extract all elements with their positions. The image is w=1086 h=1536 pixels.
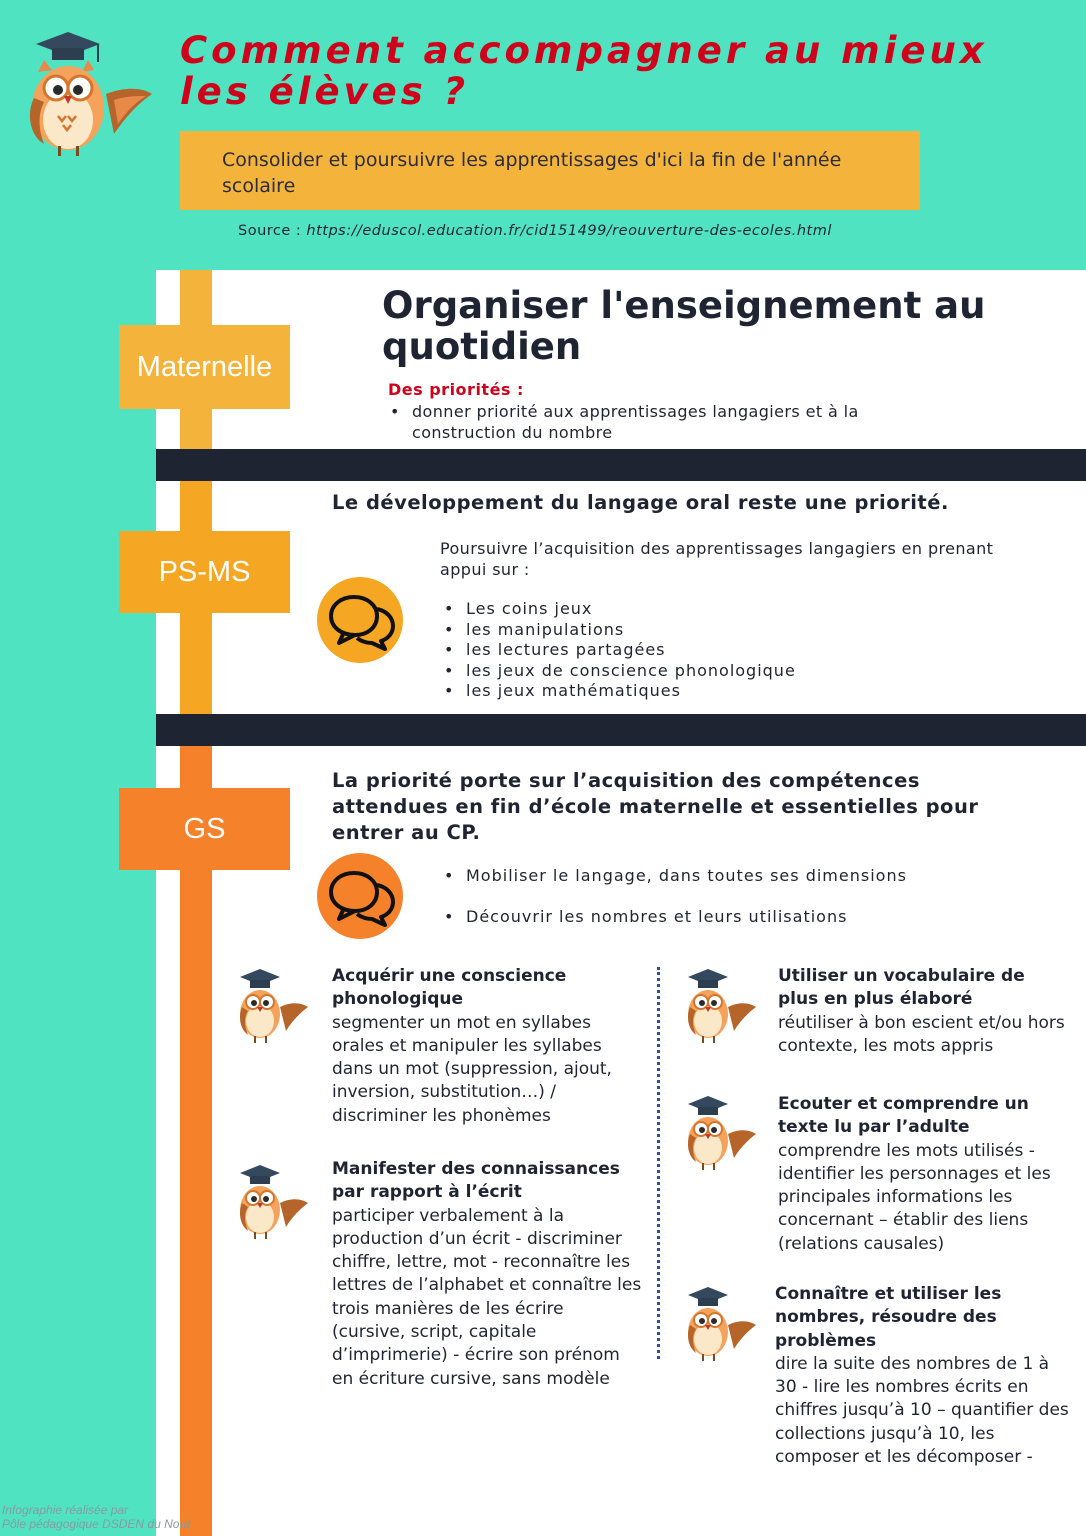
competence-block: [775, 1283, 1070, 1469]
list-item: • Les coins jeux: [442, 599, 1002, 620]
level-label-text: PS-MS: [158, 555, 251, 588]
competence-description: participer verbalement à la production d’un écrit - discriminer chiffre, lettre, mot - reconnaître les lettres de l’alphabet et connaître les trois manières de les écrire (cursive, script, capitale d’imprimerie) - écrire son prénom en écriture cursive, sans modèle: [332, 1205, 642, 1389]
competence-description: réutiliser à bon escient et/ou hors contexte, les mots appris: [778, 1012, 1065, 1056]
priorities-label: Des priorités :: [388, 380, 524, 399]
competence-title: Manifester des connaissances par rapport à l’écrit: [332, 1159, 620, 1203]
list-item: • les lectures partagées: [442, 640, 1002, 661]
owl-graduate-icon: [684, 967, 756, 1043]
gs-list: [442, 865, 1042, 947]
owl-graduate-icon: [684, 1285, 756, 1361]
competence-description: segmenter un mot en syllabes orales et manipuler les syllabes dans un mot (suppression, ajout, inversion, substitution…) / discriminer les phonèmes: [332, 1012, 612, 1126]
left-margin-background: [0, 270, 156, 1536]
competence-block: [332, 1158, 642, 1391]
psms-list: [442, 599, 1002, 702]
source-link[interactable]: https://eduscol.education.fr/cid151499/reouverture-des-ecoles.html: [306, 223, 832, 239]
credit-line: Infographie réalisée par: [2, 1503, 129, 1517]
level-label-text: GS: [183, 812, 226, 845]
competence-block: [332, 965, 642, 1128]
speech-bubbles-icon: [317, 853, 403, 939]
competence-block: [778, 965, 1068, 1058]
list-item: • Découvrir les nombres et leurs utilisations: [442, 906, 1042, 927]
list-item: • Mobiliser le langage, dans toutes ses dimensions: [442, 865, 1042, 886]
competence-description: comprendre les mots utilisés - identifier les personnages et les principales informations les concernant – établir des liens (relations causales): [778, 1140, 1051, 1254]
source-line: [238, 223, 998, 239]
competence-description: dire la suite des nombres de 1 à 30 - lire les nombres écrits en chiffres jusqu’à 10 – quantifier des collections jusqu’à 10, les composer et les décomposer -: [775, 1353, 1069, 1468]
competence-block: [778, 1093, 1068, 1256]
level-label-maternelle: [119, 325, 290, 409]
subtitle-text: Consolider et poursuivre les apprentissages d'ici la fin de l'année scolaire: [222, 149, 842, 197]
list-item: • les jeux mathématiques: [442, 681, 1002, 702]
list-item: • les manipulations: [442, 620, 1002, 641]
credit-note: [2, 1503, 202, 1531]
psms-heading: Le développement du langage oral reste une priorité.: [332, 491, 949, 514]
source-label: Source :: [238, 223, 307, 239]
psms-intro: Poursuivre l’acquisition des apprentissages langagiers en prenant appui sur :: [440, 539, 994, 579]
competence-title: Ecouter et comprendre un texte lu par l’adulte: [778, 1094, 1029, 1138]
competence-title: Acquérir une conscience phonologique: [332, 966, 567, 1010]
priorities-list: [388, 401, 948, 443]
owl-graduate-icon: [236, 1163, 308, 1239]
list-item: • donner priorité aux apprentissages langagiers et à la construction du nombre: [388, 401, 948, 443]
owl-graduate-icon: [236, 967, 308, 1043]
competence-title: Utiliser un vocabulaire de plus en plus élaboré: [778, 966, 1025, 1010]
section-title: Organiser l'enseignement au quotidien: [382, 284, 986, 368]
subtitle-box: [180, 131, 920, 210]
section-separator: [156, 449, 1086, 481]
column-divider: [657, 967, 660, 1359]
level-label-psms: [119, 531, 290, 613]
owl-graduate-icon: [684, 1094, 756, 1170]
list-item: • les jeux de conscience phonologique: [442, 661, 1002, 682]
competence-title: Connaître et utiliser les nombres, résoudre des problèmes: [775, 1284, 1002, 1351]
owl-graduate-icon: [22, 28, 154, 156]
credit-line: Pôle pédagogique DSDEN du Nord: [2, 1517, 191, 1531]
section-separator: [156, 714, 1086, 746]
page-title: Comment accompagner au mieux les élèves ?: [180, 29, 988, 113]
level-label-gs: [119, 788, 290, 870]
level-label-text: Maternelle: [136, 350, 273, 383]
speech-bubbles-icon: [317, 577, 403, 663]
gs-heading: La priorité porte sur l’acquisition des compétences attendues en fin d’école maternelle et essentielles pour entrer au CP.: [332, 769, 979, 844]
